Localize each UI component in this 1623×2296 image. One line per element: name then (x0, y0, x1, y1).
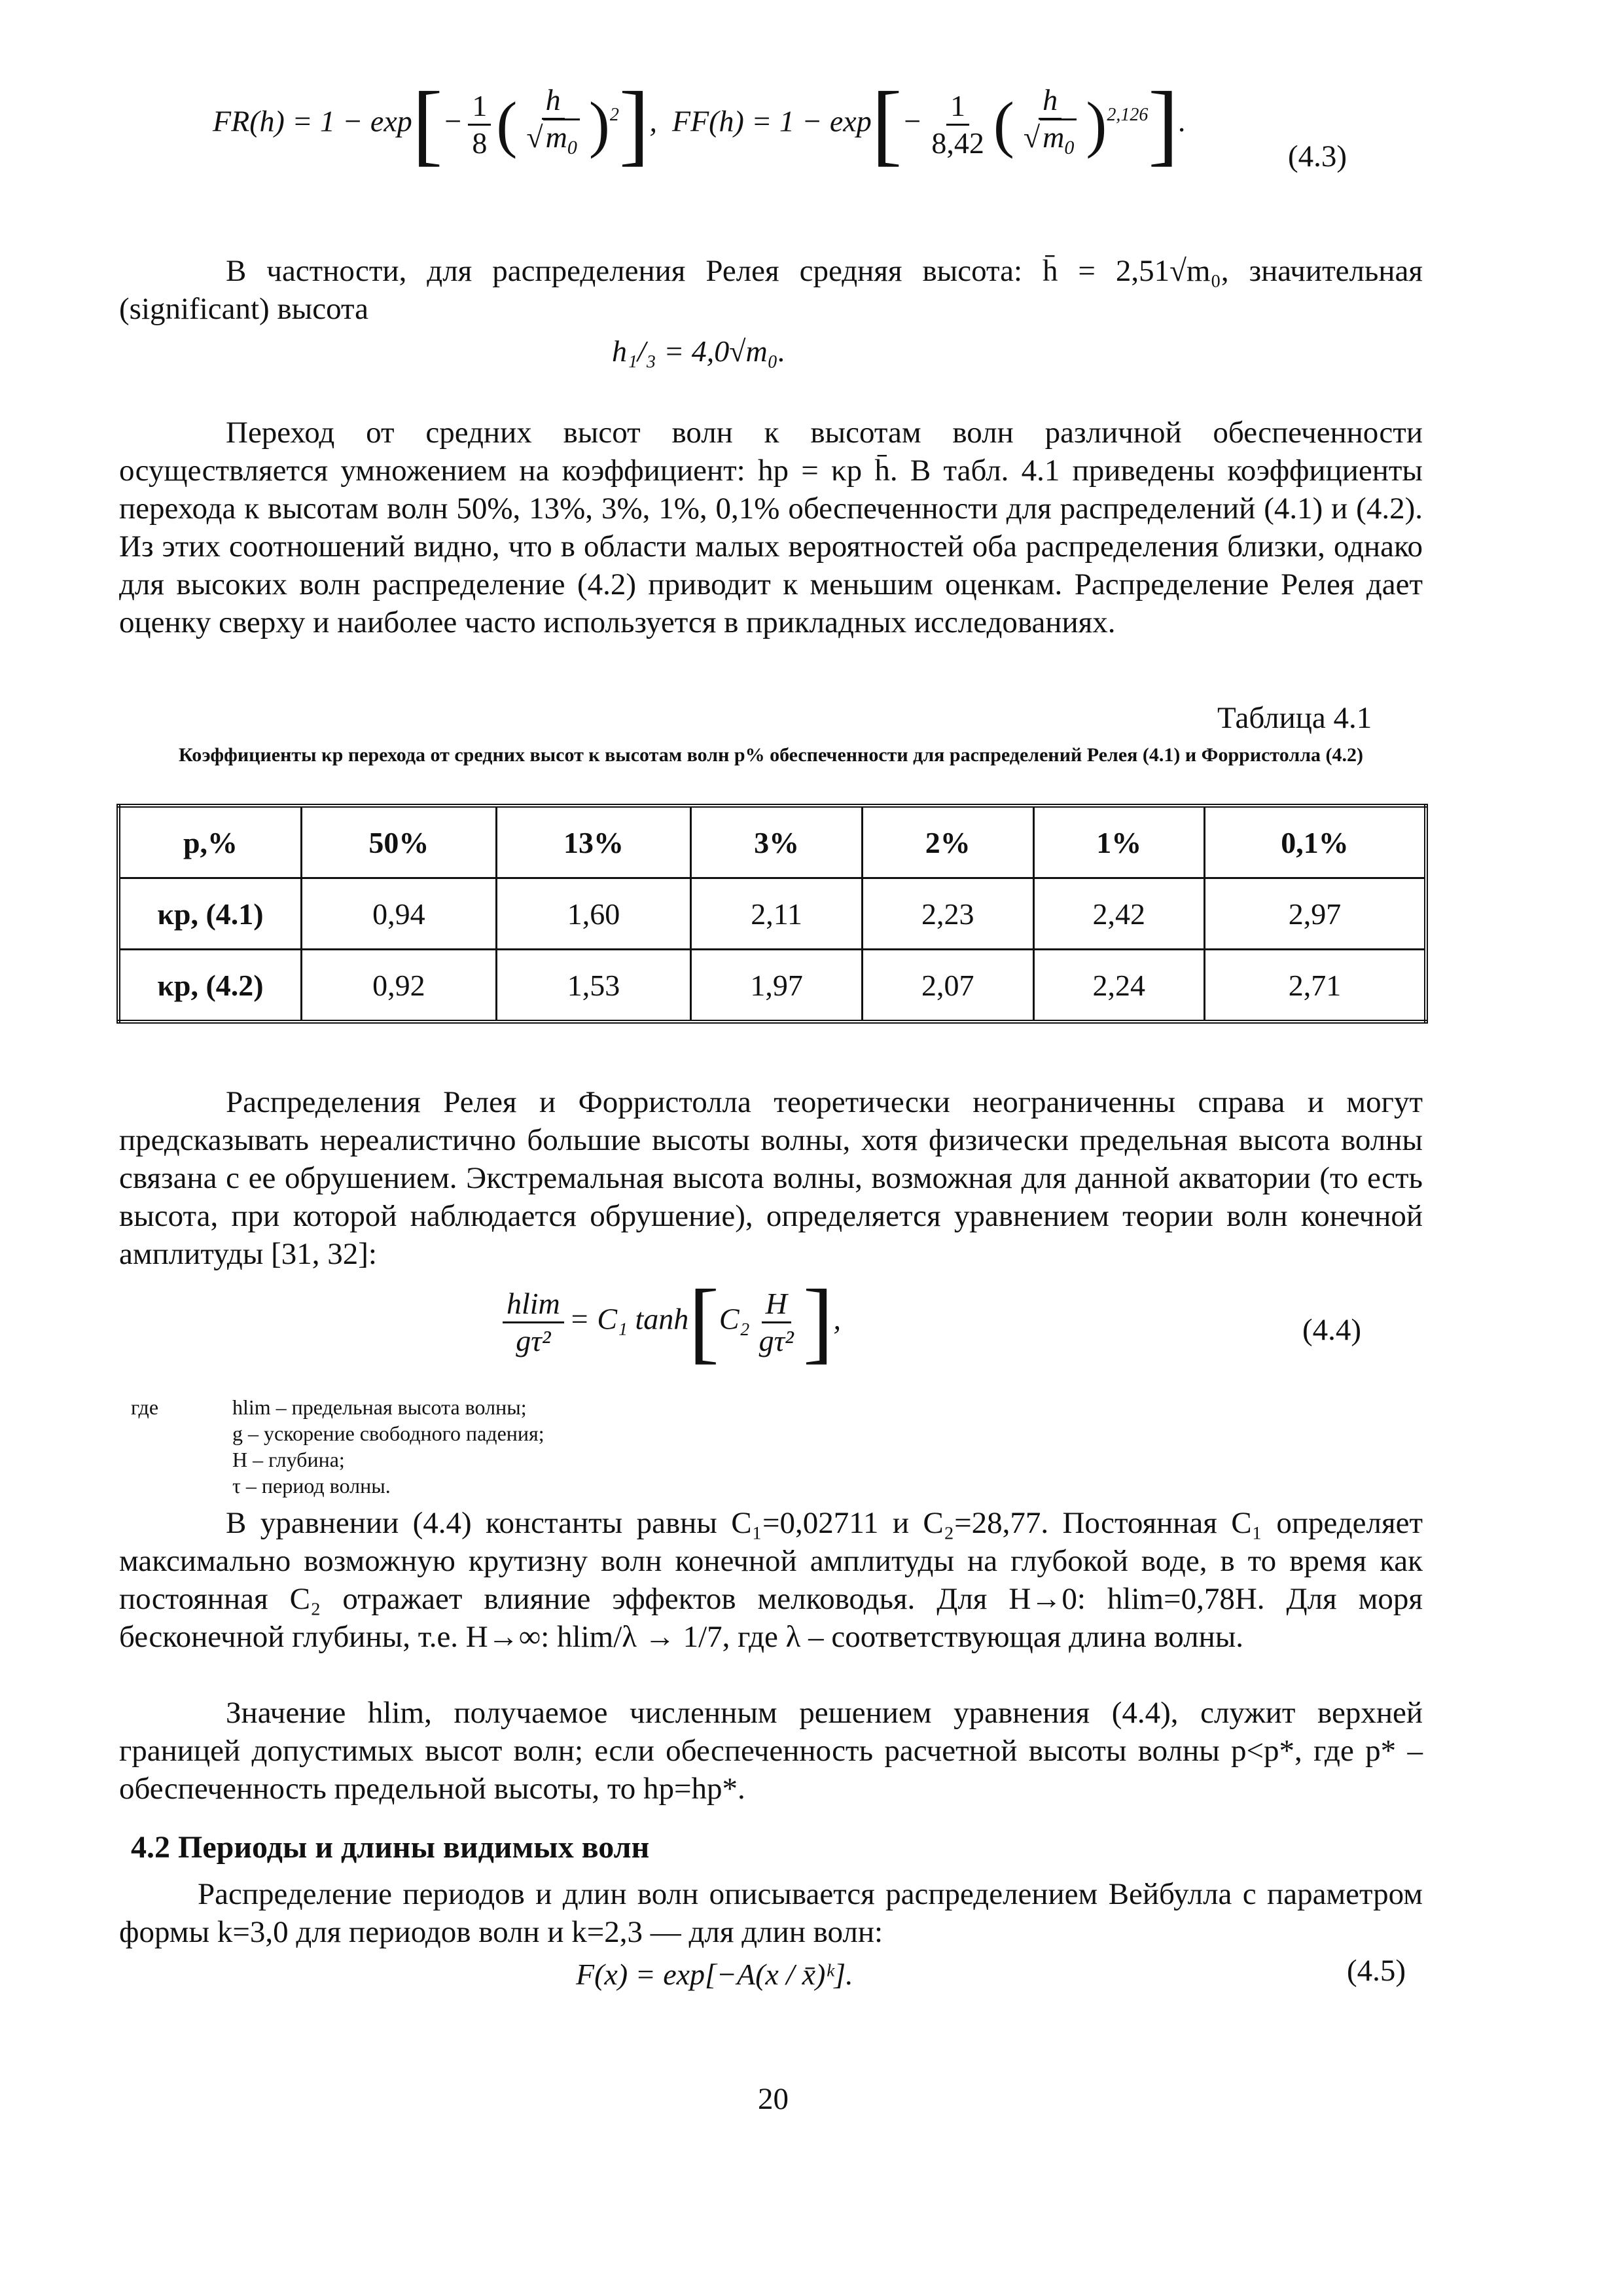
coefficients-table (116, 804, 1428, 1024)
paragraph-rayleigh-mean: В частности, для распределения Релея средняя высота: h̄ = 2,51√m₀, значительная (significant) высота (119, 254, 1423, 326)
header-cell: p,% (118, 806, 302, 878)
section-heading: 4.2 Периоды и длины видимых волн (131, 1830, 650, 1865)
header-cell: 2% (862, 806, 1033, 878)
formula-4-4-tail: , (833, 1302, 841, 1336)
table-label: Таблица 4.1 (1217, 701, 1372, 735)
formula-4-3: FR(h) = 1 − exp[− $\frac{1}{8}$ ( $\frac{h}{√m_0}$ )$^2$], FF(h) = 1 − exp[− $\frac{1}{8,42}$ ( $\frac{h}{√m_0}$ )$^{2,126}$]. (213, 73, 1186, 175)
equation-number-4-3: (4.3) (1288, 139, 1347, 173)
table-cell: 1,53 (496, 950, 691, 1022)
table-cell: 2,07 (862, 950, 1033, 1022)
where-item: hlim – предельная высота волны; (232, 1395, 527, 1419)
table-cell: 2,42 (1033, 878, 1205, 950)
table-caption: Коэффициенты κp перехода от средних высот к высотам волн р% обеспеченности для распределений Релея (4.1) и Форристолла (4.2) (178, 744, 1364, 766)
header-cell: 1% (1033, 806, 1205, 878)
where-label: где (131, 1395, 159, 1419)
header-cell: 50% (302, 806, 497, 878)
formula-4-4-inner-c: C₂ (719, 1302, 750, 1336)
table-cell: 2,23 (862, 878, 1033, 950)
where-list (232, 1394, 544, 1499)
table-cell: 2,24 (1033, 950, 1205, 1022)
paragraph-transition: Переход от средних высот волн к высотам волн различной обеспеченности осуществляется умножением на коэффициент: hp = κp h̄. В табл. 4.1 приведены коэффициенты перехода к высотам волн 50%, 13%, 3%, 1%, 0,1% обеспеченности для распределений (4.1) и (4.2). Из этих соотношений видно, что в области малых вероятностей оба распределения близки, однако для высоких волн распределение (4.2) приводит к меньшим оценкам. Распределение Релея дает оценку сверху и наиболее часто используется в прикладных исследованиях. (119, 416, 1423, 639)
header-cell: 0,1% (1205, 806, 1426, 878)
table-row (118, 878, 1426, 950)
formula-4-4: $\frac{hlim}{\text{gτ²}}$ = C₁ tanh[C₂ $\frac{H}{\text{gτ²}}$ ], (497, 1276, 841, 1368)
table-cell: 0,94 (302, 878, 497, 950)
header-cell: 3% (691, 806, 863, 878)
formula-4-4-middle: = C₁ tanh (569, 1302, 689, 1336)
paragraph-breaking: Распределения Релея и Форристолла теоретически неограниченны справа и могут предсказывать нереалистично большие высоты волны, хотя физически предельная высота волны связана с ее обрушением. Экстремальная высота волны, возможная для данной акватории (то есть высота, при которой наблюдается обрушение), определяется уравнением теории волн конечной амплитуды [31, 32]: (119, 1085, 1423, 1271)
formula-4-4-lhs-num: hlim (503, 1286, 564, 1323)
table-cell: 0,92 (302, 950, 497, 1022)
table-cell: 1,60 (496, 878, 691, 950)
formula-4-5: F(x) = exp[−A(x / x̄)ᵏ]. (576, 1958, 853, 1991)
paragraph-hlim: Значение hlim, получаемое численным решением уравнения (4.4), служит верхней границей допустимых высот волн; если обеспеченность расчетной высоты волны p<p*, где p* – обеспеченность предельной высоты, то hp=hp*. (119, 1696, 1423, 1806)
formula-4-4-inner-den: gτ² (758, 1323, 794, 1357)
table-header-row (118, 806, 1426, 878)
paragraph-constants: В уравнении (4.4) константы равны C₁=0,02711 и C₂=28,77. Постоянная C₁ определяет максимально возможную крутизну волн конечной амплитуды на глубокой воде, в то время как постоянная C₂ отражает влияние эффектов мелководья. Для H→0: hlim=0,78H. Для моря бесконечной глубины, т.е. H→∞: hlim/λ → 1/7, где λ – соответствующая длина волны. (119, 1506, 1423, 1654)
page-number: 20 (758, 2082, 789, 2116)
formula-4-4-inner-num: H (762, 1286, 791, 1323)
paragraph-weibull: Распределение периодов и длин волн описывается распределением Вейбулла с параметром формы k=3,0 для периодов волн и k=2,3 — для длин волн: (119, 1877, 1423, 1949)
formula-4-4-lhs-den: gτ² (516, 1323, 551, 1357)
equation-number-4-4: (4.4) (1302, 1313, 1362, 1347)
where-item: g – ускорение свободного падения; (232, 1422, 544, 1445)
rayleigh-lhs: FR(h) = 1 − exp (213, 104, 412, 138)
table-cell: 1,97 (691, 950, 863, 1022)
equation-number-4-5: (4.5) (1347, 1954, 1406, 1988)
forristall-power: 2,126 (1107, 105, 1149, 126)
where-item: H – глубина; (232, 1448, 345, 1471)
table-cell: 2,71 (1205, 950, 1426, 1022)
rayleigh-power: 2 (609, 105, 619, 126)
table-row (118, 950, 1426, 1022)
forristall-lhs: FF(h) = 1 − exp (671, 104, 872, 138)
formula-h13: h₁/₃ = 4,0√m₀. (612, 334, 786, 368)
table-cell: 2,11 (691, 878, 863, 950)
table-cell: 2,97 (1205, 878, 1426, 950)
row-label: κp, (4.1) (118, 878, 302, 950)
where-item: τ – период волны. (232, 1474, 391, 1498)
row-label: κp, (4.2) (118, 950, 302, 1022)
header-cell: 13% (496, 806, 691, 878)
